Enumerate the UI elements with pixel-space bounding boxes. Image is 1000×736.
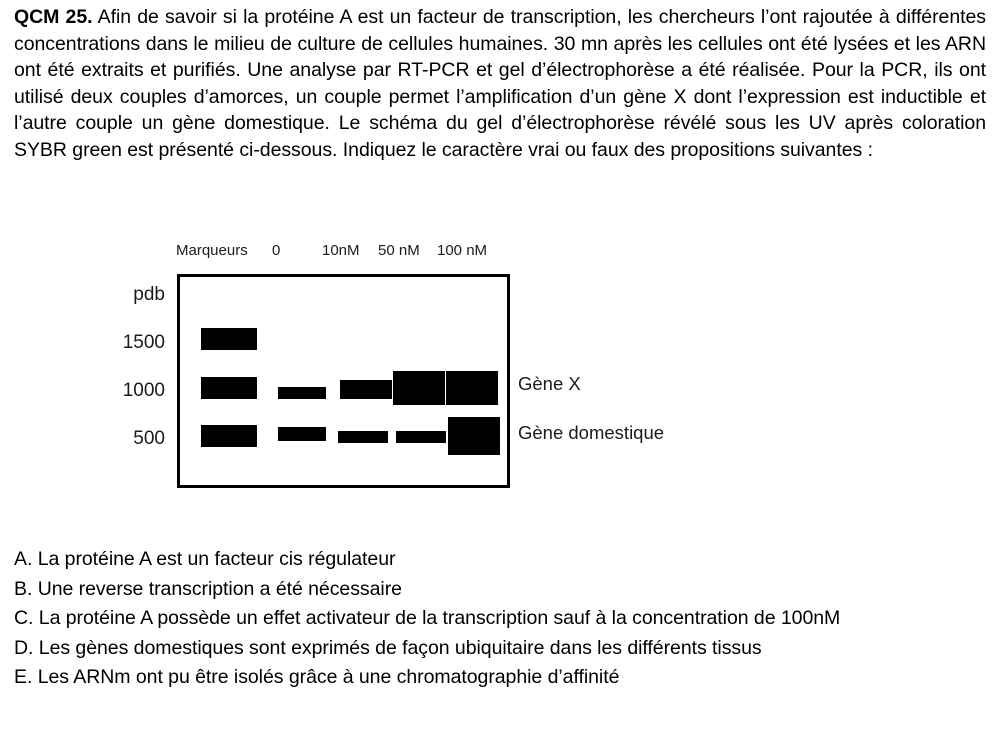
- band-marker-500: [201, 425, 257, 447]
- band-housekeeping-100nm: [448, 417, 500, 455]
- lane-header-10nm: 10nM: [322, 242, 360, 259]
- band-housekeeping-0: [278, 427, 326, 441]
- question-body: Afin de savoir si la protéine A est un facteur de transcription, les chercheurs l’ont rajoutée à différentes concentrations dans le milieu de culture de cellules humaines. 30 mn après les cellules ont été lysées et les ARN ont été extraits et purifiés. Une analyse par RT-PCR et gel d’électrophorèse a été réalisée. Pour la PCR, ils ont utilisé deux couples d’amorces, un couple permet l’amplification d’un gène X dont l’expression est inductible et l’autre couple un gène domestique. Le schéma du gel d’électrophorèse révélé sous les UV après coloration SYBR green est présenté ci-dessous. Indiquez le caractère vrai ou faux des propositions suivantes :: [14, 6, 986, 161]
- option-c[interactable]: C. La protéine A possède un effet activateur de la transcription sauf à la concentration de 100nM: [14, 607, 841, 629]
- band-genex-100nm: [446, 371, 498, 405]
- option-e[interactable]: E. Les ARNm ont pu être isolés grâce à une chromatographie d’affinité: [14, 666, 620, 688]
- gene-label-gene-x: Gène X: [518, 373, 581, 394]
- lane-header-50nm: 50 nM: [378, 242, 420, 259]
- question-number: QCM 25.: [14, 6, 93, 28]
- option-a[interactable]: A. La protéine A est un facteur cis régulateur: [14, 548, 396, 570]
- size-label-1000: 1000: [122, 380, 165, 401]
- option-d[interactable]: D. Les gènes domestiques sont exprimés de façon ubiquitaire dans les différents tissus: [14, 636, 762, 659]
- lane-header-0: 0: [272, 242, 281, 259]
- lane-header-marqueurs: Marqueurs: [176, 242, 248, 259]
- band-marker-1500: [201, 328, 257, 350]
- answer-options: [14, 545, 986, 693]
- size-axis-unit: pdb: [133, 284, 165, 305]
- gel-box: [177, 274, 510, 488]
- option-b[interactable]: B. Une reverse transcription a été nécessaire: [14, 577, 402, 600]
- band-genex-10nm: [340, 380, 392, 399]
- question-stem: [14, 4, 986, 163]
- band-housekeeping-10nm: [338, 431, 388, 443]
- gel-electrophoresis-figure: [0, 236, 1000, 506]
- band-genex-50nm: [393, 371, 445, 405]
- gene-label-gene-domestique: Gène domestique: [518, 422, 665, 443]
- size-label-500: 500: [133, 428, 165, 449]
- lane-header-100nm: 100 nM: [437, 242, 488, 259]
- size-label-1500: 1500: [122, 332, 165, 353]
- band-housekeeping-50nm: [396, 431, 446, 443]
- band-marker-1000: [201, 377, 257, 399]
- band-genex-0: [278, 387, 326, 399]
